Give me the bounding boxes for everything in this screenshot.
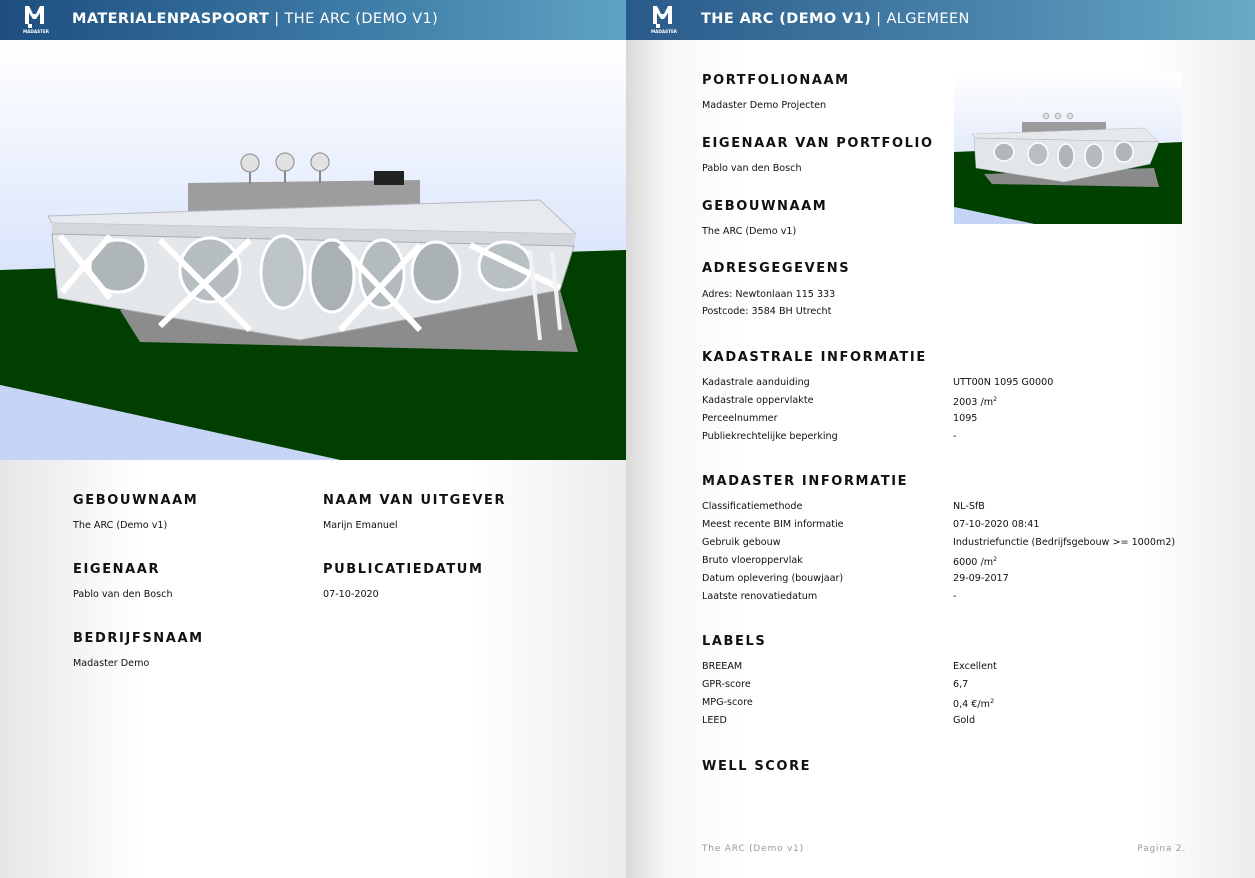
row-value (953, 715, 975, 726)
address-line: Adres: Newtonlaan 115 333 (702, 289, 836, 300)
row-value-text: NL-SfB (953, 501, 985, 512)
portfolio-owner-heading: EIGENAAR VAN PORTFOLIO (702, 136, 934, 151)
header-title-bold: THE ARC (DEMO V1) (701, 11, 872, 27)
header-separator: | (269, 11, 285, 27)
row-value (953, 679, 968, 690)
row-value (953, 591, 956, 602)
row-value-text: 29-09-2017 (953, 573, 1009, 584)
footer-page-number: Pagina 2. (1137, 844, 1186, 854)
row-label: Datum oplevering (bouwjaar) (702, 573, 844, 584)
building-name-heading: GEBOUWNAAM (73, 493, 199, 508)
row-value (953, 431, 956, 442)
header-title-bold: MATERIALENPASPOORT (72, 11, 270, 27)
postcode-line: Postcode: 3584 BH Utrecht (702, 306, 832, 317)
row-value-text: UTT00N 1095 G0000 (953, 377, 1054, 388)
row-value-text: 6,7 (953, 679, 969, 690)
madaster-info-heading: MADASTER INFORMATIE (702, 474, 909, 489)
building-name-value: The ARC (Demo v1) (73, 520, 168, 531)
building-name-value: The ARC (Demo v1) (702, 226, 797, 237)
logo-text: MADASTER (22, 29, 50, 34)
row-label: Classificatiemethode (702, 501, 803, 512)
row-value-text: 6000 /m (953, 557, 994, 569)
portfolio-owner-value: Pablo van den Bosch (702, 163, 802, 174)
row-value (953, 395, 997, 408)
row-label: GPR-score (702, 679, 751, 690)
building-thumbnail (954, 72, 1182, 224)
labels-heading: LABELS (702, 634, 767, 649)
row-value-superscript: 2 (990, 697, 995, 705)
row-value (953, 501, 985, 512)
company-name-heading: BEDRIJFSNAAM (73, 631, 204, 646)
owner-heading: EIGENAAR (73, 562, 161, 577)
owner-value: Pablo van den Bosch (73, 589, 173, 600)
row-value (953, 519, 1039, 530)
row-value-text: Industriefunctie (Bedrijfsgebouw >= 1000m2) (953, 537, 1176, 548)
row-label: LEED (702, 715, 727, 726)
row-label: Kadastrale aanduiding (702, 377, 810, 388)
publisher-name-heading: NAAM VAN UITGEVER (323, 493, 507, 508)
row-value-superscript: 2 (993, 555, 998, 563)
building-name-heading: GEBOUWNAAM (702, 199, 828, 214)
left-page-header (0, 0, 626, 40)
madaster-logo-icon (22, 4, 50, 34)
row-value (953, 555, 997, 568)
portfolio-name-heading: PORTFOLIONAAM (702, 73, 850, 88)
row-label: Perceelnummer (702, 413, 778, 424)
row-value-text: - (953, 591, 957, 602)
row-value (953, 661, 997, 672)
row-value-superscript: 2 (993, 395, 998, 403)
header-title-light: ALGEMEEN (886, 11, 970, 27)
header-title (701, 11, 970, 27)
row-label: Bruto vloeroppervlak (702, 555, 803, 566)
row-value (953, 413, 977, 424)
row-value-text: 2003 /m (953, 397, 994, 409)
building-3d-render (0, 40, 626, 460)
row-value-text: - (953, 431, 957, 442)
row-label: Meest recente BIM informatie (702, 519, 844, 530)
row-value (953, 697, 994, 710)
header-title-light: THE ARC (DEMO V1) (284, 11, 439, 27)
row-value (953, 537, 1175, 548)
cadastral-heading: KADASTRALE INFORMATIE (702, 350, 927, 365)
row-label: Gebruik gebouw (702, 537, 781, 548)
row-value-text: 07-10-2020 08:41 (953, 519, 1040, 530)
header-title (72, 11, 438, 27)
portfolio-name-value: Madaster Demo Projecten (702, 100, 827, 111)
row-label: Publiekrechtelijke beperking (702, 431, 838, 442)
footer-document-name: The ARC (Demo v1) (702, 844, 804, 854)
madaster-logo-icon (650, 4, 678, 34)
left-page (0, 0, 626, 878)
publication-date-value: 07-10-2020 (323, 589, 379, 600)
row-label: Laatste renovatiedatum (702, 591, 818, 602)
row-label: Kadastrale oppervlakte (702, 395, 814, 406)
row-value-text: Excellent (953, 661, 997, 672)
row-value (953, 573, 1009, 584)
publication-date-heading: PUBLICATIEDATUM (323, 562, 484, 577)
address-heading: ADRESGEGEVENS (702, 261, 851, 276)
well-score-heading: WELL SCORE (702, 759, 812, 774)
header-separator: | (871, 11, 887, 27)
row-value-text: 1095 (953, 413, 978, 424)
company-name-value: Madaster Demo (73, 658, 150, 669)
logo-text: MADASTER (650, 29, 678, 34)
publisher-name-value: Marijn Emanuel (323, 520, 398, 531)
row-value-text: Gold (953, 715, 976, 726)
right-page (626, 0, 1255, 878)
row-label: MPG-score (702, 697, 753, 708)
right-page-header (626, 0, 1255, 40)
row-label: BREEAM (702, 661, 743, 672)
row-value (953, 377, 1053, 388)
row-value-text: 0,4 €/m (953, 699, 990, 711)
